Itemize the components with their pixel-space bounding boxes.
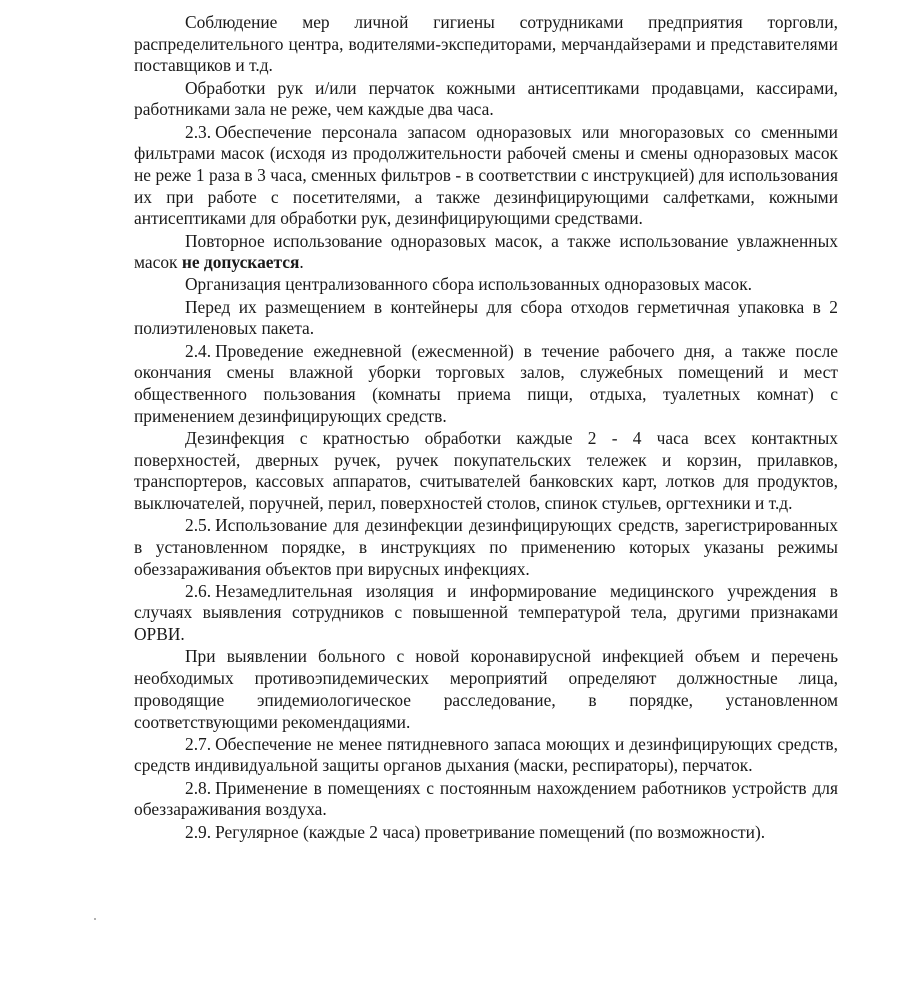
paragraph-text: Проведение ежедневной (ежесменной) в течение рабочего дня, а также после окончания смены влажной уборки торговых залов, служебных помещений и мест общественного пользования (комнаты приема пищи, отдыха, туалетных комнат) с применением дезинфицирующих средств. <box>134 340 838 426</box>
paragraph-2-8 <box>134 778 838 821</box>
paragraph-text: Обработки рук и/или перчаток кожными антисептиками продавцами, кассирами, работниками зала не реже, чем каждые два часа. <box>134 77 838 120</box>
paragraph-text: Повторное использование одноразовых масок, а также использование увлажненных масок <box>134 230 838 273</box>
paragraph-2-6 <box>134 581 838 646</box>
emphasis-not-allowed: не допускается <box>181 252 300 273</box>
paragraph-number: 2.4. <box>185 340 212 361</box>
paragraph-text-end: . <box>299 252 304 273</box>
paragraph-hygiene <box>134 12 838 77</box>
paragraph-2-3 <box>134 122 838 231</box>
paragraph-mask-collection <box>134 274 838 296</box>
paragraph-disinfection <box>134 428 838 515</box>
paragraph-number: 2.6. <box>185 580 212 601</box>
document-page <box>134 12 838 843</box>
paragraph-2-7 <box>134 734 838 777</box>
paragraph-2-4 <box>134 341 838 428</box>
paragraph-number: 2.3. <box>185 121 212 142</box>
paragraph-text: Организация централизованного сбора использованных одноразовых масок. <box>185 274 753 295</box>
paragraph-2-9 <box>134 822 838 844</box>
paragraph-number: 2.7. <box>185 733 212 754</box>
paragraph-text: Регулярное (каждые 2 часа) проветривание помещений (по возможности). <box>215 821 766 842</box>
paragraph-covid-detection <box>134 646 838 733</box>
paragraph-text: Использование для дезинфекции дезинфицирующих средств, зарегистрированных в установленном порядке, в инструкциях по применению которых указаны режимы обеззараживания объектов при вирусных инфекциях. <box>134 515 838 579</box>
paragraph-text: Перед их размещением в контейнеры для сбора отходов герметичная упаковка в 2 полиэтиленовых пакета. <box>134 296 838 339</box>
scan-speck <box>94 918 96 920</box>
paragraph-mask-reuse <box>134 231 838 274</box>
paragraph-hand-treatment <box>134 78 838 121</box>
paragraph-2-5 <box>134 515 838 580</box>
paragraph-text: Обеспечение не менее пятидневного запаса моющих и дезинфицирующих средств, средств индивидуальной защиты органов дыхания (маски, респираторы), перчаток. <box>134 733 838 776</box>
paragraph-text: Обеспечение персонала запасом одноразовых или многоразовых со сменными фильтрами масок (исходя из продолжительности рабочей смены и смены одноразовых масок не реже 1 раза в 3 часа, сменных фильтров - в соответствии с инструкцией) для использования их при работе с посетителями, а также дезинфицирующими салфетками, кожными антисептиками для обработки рук, дезинфицирующими средствами. <box>134 121 838 229</box>
paragraph-text: Соблюдение мер личной гигиены сотрудниками предприятия торговли, распределительного центра, водителями-экспедиторами, мерчандайзерами и представителями поставщиков и т.д. <box>134 12 838 76</box>
paragraph-number: 2.9. <box>185 821 212 842</box>
paragraph-number: 2.8. <box>185 777 212 798</box>
paragraph-packaging <box>134 297 838 340</box>
paragraph-text: Незамедлительная изоляция и информирование медицинского учреждения в случаях выявления сотрудников с повышенной температурой тела, другими признаками ОРВИ. <box>134 580 838 645</box>
paragraph-text: Применение в помещениях с постоянным нахождением работников устройств для обеззараживания воздуха. <box>134 777 838 820</box>
paragraph-number: 2.5. <box>185 515 212 536</box>
paragraph-text: При выявлении больного с новой коронавирусной инфекцией объем и перечень необходимых противоэпидемических мероприятий определяют должностные лица, проводящие эпидемиологическое расследование, в порядке, установленном соответствующими рекомендациями. <box>134 646 838 732</box>
paragraph-text: Дезинфекция с кратностью обработки каждые 2 - 4 часа всех контактных поверхностей, дверных ручек, ручек покупательских тележек и корзин, прилавков, транспортеров, кассовых аппаратов, считывателей банковских карт, лотков для продуктов, выключателей, поручней, перил, поверхностей столов, спинок стульев, оргтехники и т.д. <box>134 427 838 513</box>
